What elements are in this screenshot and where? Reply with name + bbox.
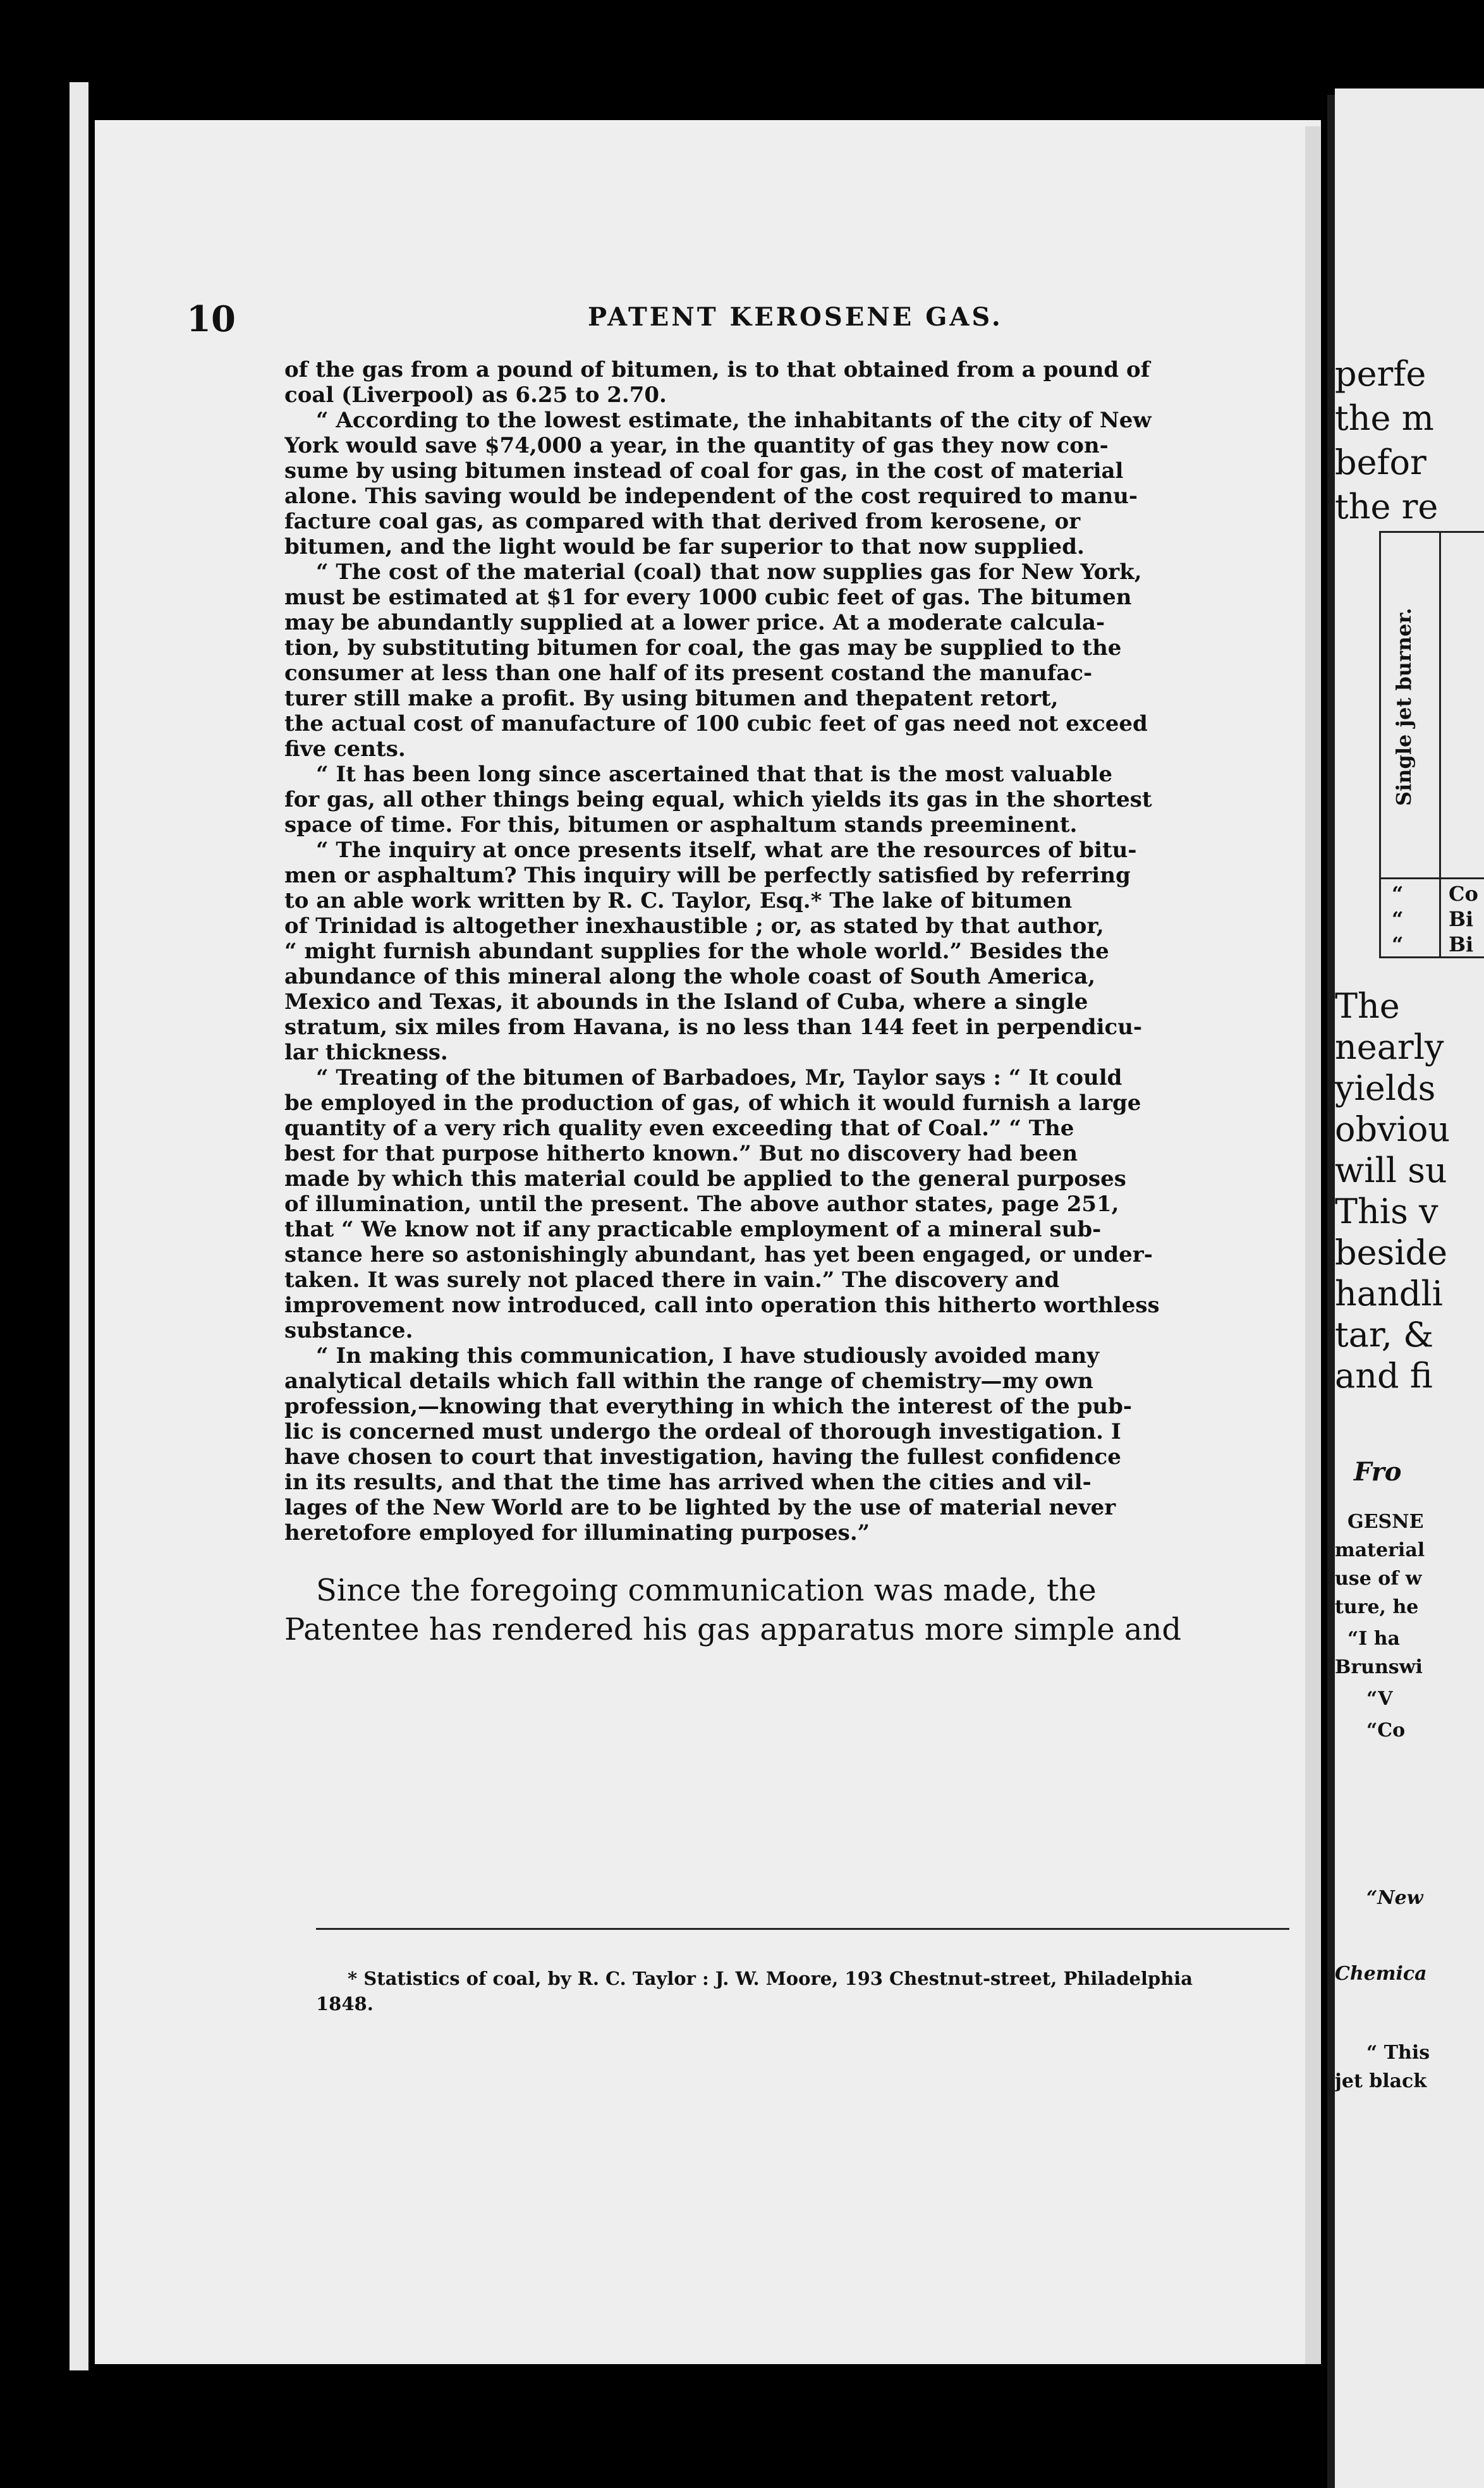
footnote-rule: [316, 1928, 1289, 1930]
closing-paragraph: [284, 1571, 1283, 1649]
fragment-line: This v: [1335, 1192, 1438, 1231]
fragment-line: material: [1335, 1539, 1425, 1561]
text-line: abundance of this mineral along the whole coast of South America,: [284, 964, 1096, 989]
text-line: “ According to the lowest estimate, the inhabitants of the city of New: [316, 408, 1152, 433]
fragment-line: jet black: [1335, 2070, 1427, 2092]
text-line: Patentee has rendered his gas apparatus more simple and: [284, 1612, 1182, 1647]
text-line: in its results, and that the time has arrived when the cities and vil-: [284, 1470, 1092, 1495]
text-line: “ Treating of the bitumen of Barbadoes, Mr, Taylor says : “ It could: [316, 1065, 1122, 1090]
partial-table: [1379, 531, 1484, 958]
text-line: that “ We know not if any practicable employment of a mineral sub-: [284, 1217, 1102, 1242]
fragment-line: GESNE: [1347, 1511, 1424, 1533]
text-line: tion, by substituting bitumen for coal, the gas may be supplied to the: [284, 635, 1122, 661]
running-head: PATENT KEROSENE GAS.: [588, 302, 1003, 332]
text-line: “ It has been long since ascertained that that is the most valuable: [316, 762, 1112, 787]
table-cell: Bi: [1449, 932, 1474, 956]
footnote-line: * Statistics of coal, by R. C. Taylor : J. W. Moore, 193 Chestnut-street, Philadelphia: [348, 1968, 1193, 1989]
text-line: bitumen, and the light would be far superior to that now supplied.: [284, 534, 1085, 559]
text-line: “ In making this communication, I have studiously avoided many: [316, 1343, 1099, 1369]
table-header-rotated: Single jet burner.: [1392, 607, 1416, 806]
text-line: stance here so astonishingly abundant, has yet been engaged, or under-: [284, 1242, 1153, 1267]
text-line: “ might furnish abundant supplies for the whole world.” Besides the: [284, 939, 1109, 964]
footnote-line: 1848.: [316, 1993, 374, 2015]
page-number: 10: [186, 298, 236, 340]
body-text: [284, 357, 1283, 1649]
text-line: men or asphaltum? This inquiry will be perfectly satisfied by referring: [284, 863, 1131, 888]
fragment-line: “I ha: [1347, 1628, 1400, 1650]
adjacent-page-fragment: [1335, 88, 1484, 2488]
fragment-line: Chemica: [1335, 1963, 1427, 1985]
ditto-mark: “: [1392, 932, 1404, 956]
text-line: space of time. For this, bitumen or asphaltum stands preeminent.: [284, 812, 1078, 838]
text-line: profession,—knowing that everything in which the interest of the pub-: [284, 1394, 1133, 1419]
text-line: facture coal gas, as compared with that derived from kerosene, or: [284, 509, 1081, 534]
fragment-line: “ This: [1366, 2042, 1430, 2064]
text-line: Mexico and Texas, it abounds in the Island of Cuba, where a single: [284, 989, 1088, 1015]
text-line: “ The cost of the material (coal) that now supplies gas for New York,: [316, 559, 1142, 585]
fragment-line: handli: [1335, 1274, 1443, 1314]
text-line: the actual cost of manufacture of 100 cubic feet of gas need not exceed: [284, 711, 1148, 736]
text-line: substance.: [284, 1318, 413, 1343]
text-line: “ The inquiry at once presents itself, what are the resources of bitu-: [316, 838, 1137, 863]
ditto-mark: “: [1392, 882, 1404, 906]
fragment-line: use of w: [1335, 1568, 1422, 1590]
ditto-mark: “: [1392, 907, 1404, 931]
text-line: five cents.: [284, 736, 406, 762]
fragment-line: Fro: [1354, 1457, 1402, 1487]
text-line: have chosen to court that investigation, having the fullest confidence: [284, 1444, 1121, 1470]
text-line: of illumination, until the present. The above author states, page 251,: [284, 1192, 1119, 1217]
text-line: heretofore employed for illuminating purposes.”: [284, 1520, 870, 1546]
text-line: must be estimated at $1 for every 1000 cubic feet of gas. The bitumen: [284, 585, 1132, 610]
table-cell: Bi: [1449, 907, 1474, 931]
fragment-line: and fi: [1335, 1356, 1433, 1396]
text-line: coal (Liverpool) as 6.25 to 2.70.: [284, 382, 667, 408]
fragment-line: tar, &: [1335, 1315, 1434, 1355]
text-line: for gas, all other things being equal, which yields its gas in the shortest: [284, 787, 1152, 812]
fragment-line: yields: [1335, 1068, 1436, 1108]
text-line: lar thickness.: [284, 1040, 448, 1065]
text-line: consumer at less than one half of its present costand the manufac-: [284, 661, 1093, 686]
text-line: of the gas from a pound of bitumen, is to that obtained from a pound of: [284, 357, 1150, 382]
text-line: taken. It was surely not placed there in vain.” The discovery and: [284, 1267, 1060, 1293]
text-line: quantity of a very rich quality even exceeding that of Coal.” “ The: [284, 1116, 1074, 1141]
fragment-line: beside: [1335, 1233, 1448, 1272]
fragment-line: Brunswi: [1335, 1656, 1423, 1678]
text-line: of Trinidad is altogether inexhaustible ; or, as stated by that author,: [284, 913, 1104, 939]
fragment-line: “Co: [1366, 1719, 1406, 1741]
text-line: stratum, six miles from Havana, is no less than 144 feet in perpendicu-: [284, 1015, 1143, 1040]
fragment-line: the re: [1335, 487, 1438, 527]
text-line: improvement now introduced, call into operation this hitherto worthless: [284, 1293, 1160, 1318]
text-line: be employed in the production of gas, of which it would furnish a large: [284, 1090, 1141, 1116]
underlying-page-edge: [70, 82, 88, 2370]
text-line: sume by using bitumen instead of coal for gas, in the cost of material: [284, 458, 1124, 484]
fragment-line: “V: [1366, 1688, 1393, 1710]
text-line: made by which this material could be applied to the general purposes: [284, 1166, 1126, 1192]
text-line: lic is concerned must undergo the ordeal of thorough investigation. I: [284, 1419, 1121, 1444]
fragment-line: nearly: [1335, 1027, 1444, 1067]
fragment-line: befor: [1335, 442, 1426, 482]
table-cell: Co: [1449, 882, 1478, 906]
fragment-line: the m: [1335, 398, 1434, 438]
text-line: best for that purpose hitherto known.” But no discovery had been: [284, 1141, 1078, 1166]
text-line: York would save $74,000 a year, in the quantity of gas they now con-: [284, 433, 1109, 458]
text-line: alone. This saving would be independent of the cost required to manu-: [284, 484, 1138, 509]
fragment-line: ture, he: [1335, 1596, 1419, 1618]
page-gutter-shadow: [1305, 126, 1320, 2364]
fragment-line: “New: [1366, 1887, 1423, 1909]
fragment-line: will su: [1335, 1150, 1447, 1190]
fragment-line: The: [1335, 986, 1400, 1026]
text-line: Since the foregoing communication was made, the: [316, 1573, 1097, 1608]
text-line: lages of the New World are to be lighted by the use of material never: [284, 1495, 1116, 1520]
fragment-line: obviou: [1335, 1109, 1451, 1149]
text-line: may be abundantly supplied at a lower price. At a moderate calcula-: [284, 610, 1105, 635]
text-line: to an able work written by R. C. Taylor, Esq.* The lake of bitumen: [284, 888, 1073, 913]
footnote: [316, 1966, 1289, 2016]
text-line: turer still make a profit. By using bitumen and thepatent retort,: [284, 686, 1059, 711]
fragment-line: perfe: [1335, 354, 1426, 394]
text-line: analytical details which fall within the range of chemistry—my own: [284, 1369, 1093, 1394]
